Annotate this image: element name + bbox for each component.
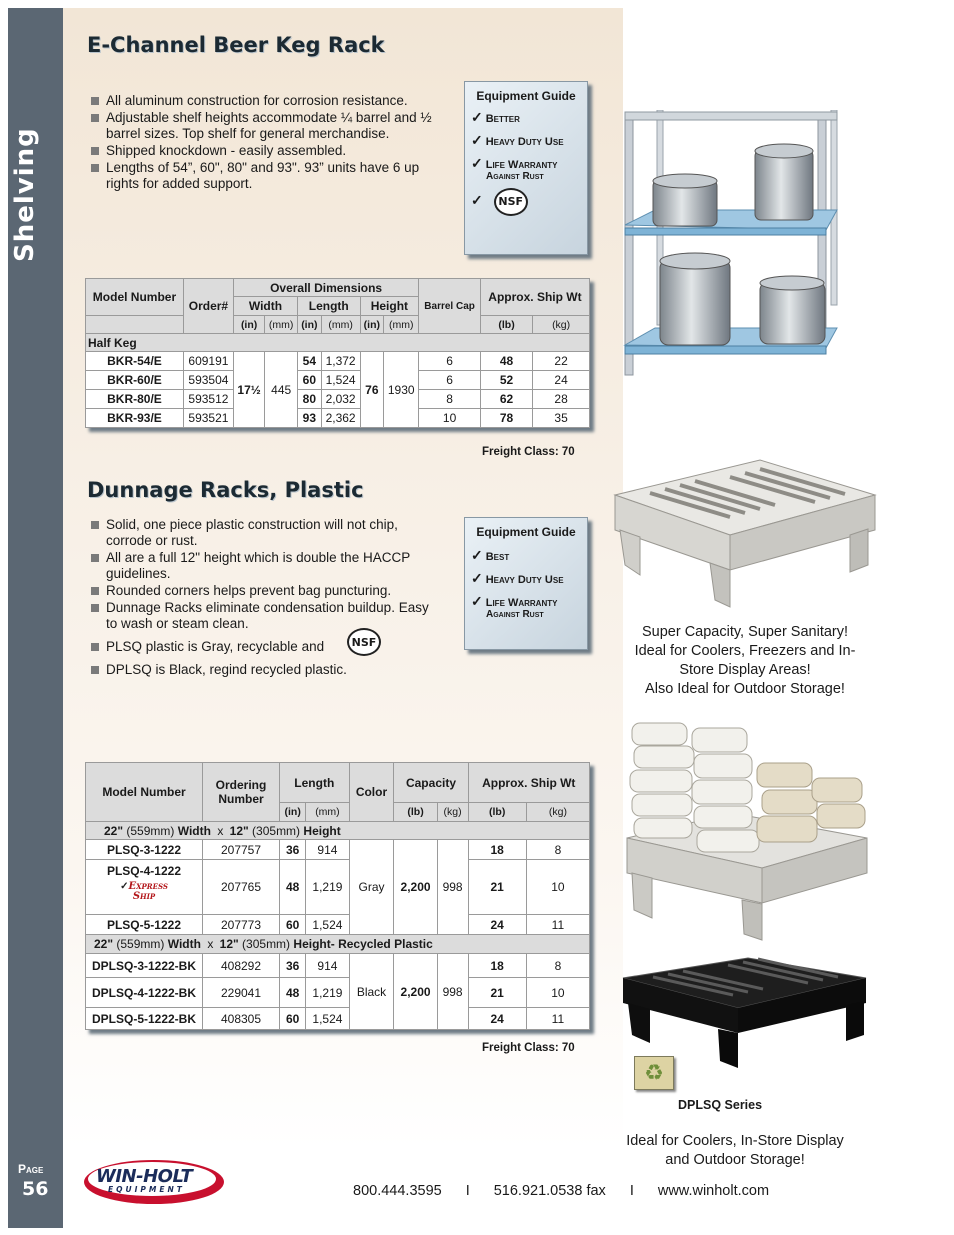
check-icon: ✓	[471, 109, 483, 125]
check-icon: ✓	[471, 593, 483, 609]
guide-title: Equipment Guide	[476, 525, 576, 539]
keg-rack-image	[615, 110, 845, 390]
section-row: Half Keg	[86, 334, 590, 352]
capacity-lb: 2,200	[394, 840, 437, 935]
list-item: PLSQ plastic is Gray, recyclable and	[89, 639, 429, 655]
col-length: Length	[280, 763, 350, 803]
capacity-lb: 2,200	[394, 954, 437, 1030]
guide-item: ✓ Best	[471, 547, 510, 563]
unit: (in)	[280, 803, 306, 822]
unit: (kg)	[533, 316, 590, 334]
capacity-kg: 998	[437, 840, 468, 935]
width-mm: 445	[265, 352, 298, 428]
table-row: DPLSQ-3-1222-BK 408292 36 914 Black 2,200 998 18 8	[86, 954, 590, 978]
fax: 516.921.0538 fax	[493, 1183, 606, 1199]
check-icon: ✓	[471, 132, 483, 148]
dunnage-title: Dunnage Racks, Plastic	[87, 478, 364, 502]
list-item: Adjustable shelf heights accommodate ¼ barrel and ½ barrel sizes. Top shelf for general merchandise.	[89, 110, 439, 142]
height-mm: 1930	[384, 352, 419, 428]
guide-item: ✓ Life Warranty Against Rust	[471, 593, 558, 620]
col-barrel: Barrel Cap	[419, 279, 481, 334]
page-number: 56	[22, 1178, 49, 1200]
list-item: Shipped knockdown - easily assembled.	[89, 143, 439, 159]
unit: (kg)	[437, 803, 468, 822]
list-item: Lengths of 54”, 60", 80" and 93". 93” units have 6 up rights for added support.	[89, 160, 439, 192]
color-gray: Gray	[349, 840, 394, 935]
col-ship: Approx. Ship Wt	[480, 279, 589, 316]
page-label: Page	[18, 1162, 44, 1176]
keg-freight-class: Freight Class: 70	[482, 446, 575, 458]
bags-on-rack-image	[622, 718, 872, 943]
table-row: BKR-60/E 593504 60 1,524 6 52 24	[86, 371, 590, 390]
col-model: Model Number	[86, 279, 184, 316]
keg-title: E-Channel Beer Keg Rack	[87, 33, 385, 57]
unit: (kg)	[526, 803, 589, 822]
check-icon: ✓	[471, 547, 483, 563]
dunnage-spec-table	[85, 762, 590, 1030]
unit: (lb)	[468, 803, 526, 822]
guide-item: ✓ Life Warranty Against Rust	[471, 155, 558, 182]
black-rack-caption: Ideal for Coolers, In-Store Display and Outdoor Storage!	[626, 1133, 844, 1168]
table-row: DPLSQ-4-1222-BK 229041 48 1,219 21 10	[86, 978, 590, 1008]
recycle-icon: ♻	[634, 1056, 674, 1090]
unit: (lb)	[394, 803, 437, 822]
nsf-logo: NSF	[347, 628, 381, 656]
table-row: DPLSQ-5-1222-BK 408305 60 1,524 24 11	[86, 1008, 590, 1030]
col-height: Height	[360, 297, 419, 316]
guide-item	[471, 188, 587, 216]
nsf-logo: NSF	[494, 188, 528, 216]
table-row: PLSQ-3-1222 207757 36 914 Gray 2,200 998 18 8	[86, 840, 590, 860]
series-label: DPLSQ Series	[678, 1098, 763, 1112]
col-color: Color	[349, 763, 394, 822]
keg-spec-table	[85, 278, 590, 428]
table-row: BKR-54/E 609191 17½ 445 54 1,372 76 1930 6 48 22	[86, 352, 590, 371]
keg-equipment-guide	[464, 81, 588, 255]
keg-features	[89, 93, 439, 193]
col-ship: Approx. Ship Wt	[468, 763, 589, 803]
win-holt-logo: WIN-HOLT EQUIPMENT	[82, 1156, 232, 1206]
unit: (in)	[298, 316, 322, 334]
guide-item: ✓ Heavy Duty Use	[471, 570, 564, 586]
check-icon: ✓	[471, 192, 483, 208]
table-row: BKR-80/E 593512 80 2,032 8 62 28	[86, 390, 590, 409]
dunnage-freight-class: Freight Class: 70	[482, 1042, 575, 1054]
dunnage-features	[89, 517, 429, 679]
phone: 800.444.3595	[353, 1183, 442, 1199]
unit: (lb)	[480, 316, 532, 334]
unit: (mm)	[384, 316, 419, 334]
dunnage-equipment-guide	[464, 517, 588, 650]
color-black: Black	[349, 954, 394, 1030]
col-model: Model Number	[86, 763, 203, 822]
website-link[interactable]: www.winholt.com	[657, 1183, 770, 1199]
table-row: PLSQ-4-1222 ✓Express Ship 207765 48 1,219 21 10	[86, 860, 590, 915]
col-capacity: Capacity	[394, 763, 468, 803]
black-dunnage-rack-image	[618, 953, 870, 1073]
section-row: 22" (559mm) Width x 12" (305mm) Height- Recycled Plastic	[86, 935, 590, 954]
capacity-kg: 998	[437, 954, 468, 1030]
unit: (in)	[233, 316, 264, 334]
section-title: Shelving	[10, 127, 40, 262]
list-item: All aluminum construction for corrosion resistance.	[89, 93, 439, 109]
col-order: Ordering Number	[203, 763, 280, 822]
footer-contact: 800.444.3595 I 516.921.0538 fax I www.winholt.com	[353, 1183, 770, 1199]
col-length: Length	[298, 297, 360, 316]
check-icon: ✓	[471, 155, 483, 171]
list-item: DPLSQ is Black, regind recycled plastic.	[89, 662, 429, 678]
list-item: Solid, one piece plastic construction will not chip, corrode or rust.	[89, 517, 429, 549]
list-item: Rounded corners helps prevent bag puncturing.	[89, 583, 429, 599]
col-overall: Overall Dimensions	[233, 279, 418, 297]
unit: (mm)	[321, 316, 360, 334]
guide-item: ✓ Heavy Duty Use	[471, 132, 564, 148]
gray-dunnage-rack-image	[610, 455, 880, 615]
express-ship-badge: ✓Express Ship	[120, 881, 168, 902]
col-order: Order#	[183, 279, 233, 334]
check-icon: ✓	[471, 570, 483, 586]
section-row: 22" (559mm) Width x 12" (305mm) Height	[86, 822, 590, 840]
list-item: All are a full 12" height which is double the HACCP guidelines.	[89, 550, 429, 582]
list-item: Dunnage Racks eliminate condensation buildup. Easy to wash or steam clean.	[89, 600, 429, 632]
table-row: BKR-93/E 593521 93 2,362 10 78 35	[86, 409, 590, 428]
table-row: PLSQ-5-1222 207773 60 1,524 24 11	[86, 915, 590, 935]
unit: (in)	[360, 316, 384, 334]
dunnage-caption: Super Capacity, Super Sanitary! Ideal for Coolers, Freezers and In- Store Display Areas! Also Ideal for Outdoor Storage!	[634, 624, 856, 697]
unit: (mm)	[306, 803, 349, 822]
col-width: Width	[233, 297, 297, 316]
unit: (mm)	[265, 316, 298, 334]
height-in: 76	[360, 352, 384, 428]
guide-title: Equipment Guide	[476, 89, 576, 103]
width-in: 17½	[233, 352, 264, 428]
guide-item: ✓ Better	[471, 109, 520, 125]
blank-cell	[86, 316, 184, 334]
